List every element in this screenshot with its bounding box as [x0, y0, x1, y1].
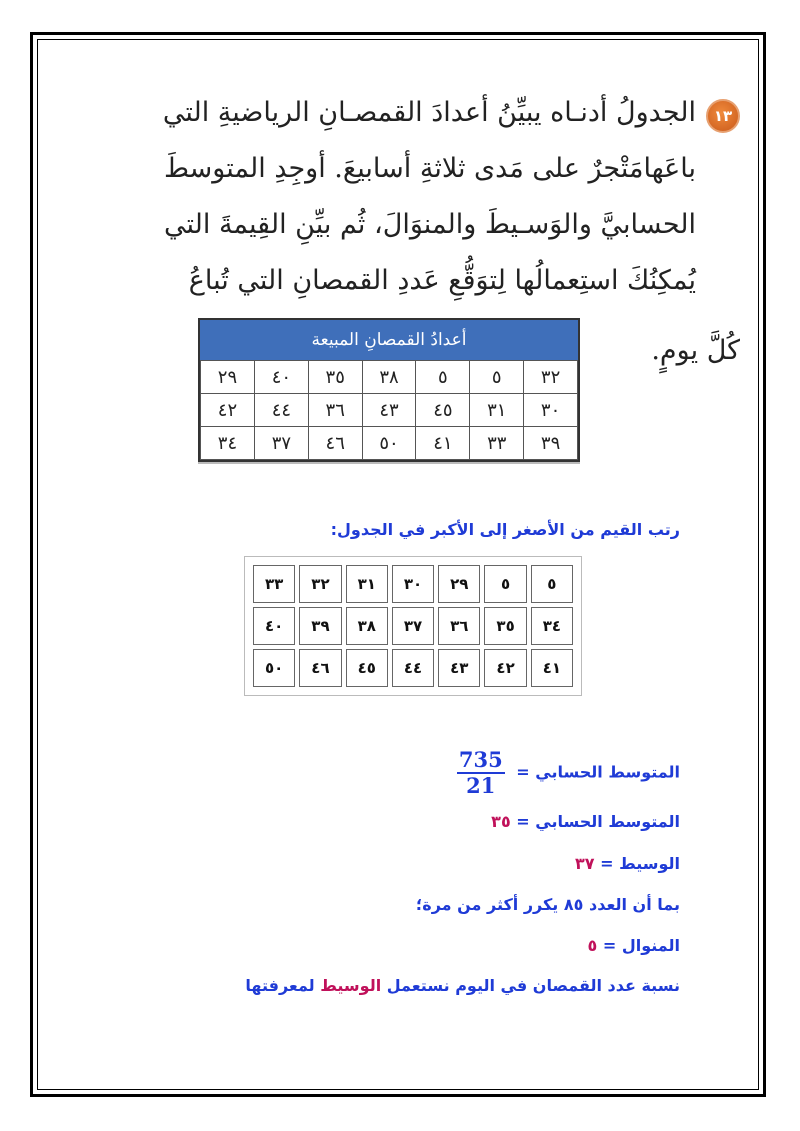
- equals-sign: =: [600, 854, 614, 873]
- problem-text: [162, 85, 740, 309]
- table-cell: ٤٦: [299, 649, 341, 687]
- table-row: [253, 607, 573, 645]
- table-cell: ٤٢: [201, 394, 255, 427]
- table-cell: ٣٦: [438, 607, 480, 645]
- sorted-values-grid: [249, 561, 577, 691]
- table-cell: ٥: [416, 361, 470, 394]
- table-cell: ٣٩: [524, 427, 578, 460]
- table-cell: ٥٠: [362, 427, 416, 460]
- table-row: [201, 394, 578, 427]
- table-cell: ٣٣: [253, 565, 295, 603]
- table-cell: ٤٣: [438, 649, 480, 687]
- shirts-sold-grid: [200, 360, 578, 460]
- table-cell: ٤١: [416, 427, 470, 460]
- table-row: [253, 565, 573, 603]
- mode-label: المنوال: [621, 936, 680, 955]
- table-cell: ٣٧: [392, 607, 434, 645]
- median-label: الوسيط: [619, 854, 680, 873]
- conclusion-text: نسبة عدد القمصان في اليوم نستعمل: [386, 976, 680, 995]
- equals-sign: =: [516, 812, 530, 831]
- mean-fraction-line: [457, 748, 680, 798]
- table-row: [253, 649, 573, 687]
- table-cell: ٤٤: [392, 649, 434, 687]
- sort-instruction: رتب القيم من الأصغر إلى الأكبر في الجدول:: [330, 520, 680, 539]
- equals-sign: =: [602, 936, 617, 955]
- table-cell: ٤٠: [254, 361, 308, 394]
- table-cell: ٣٣: [470, 427, 524, 460]
- table-cell: ٤٢: [484, 649, 526, 687]
- table-cell: ٢٩: [201, 361, 255, 394]
- table-cell: ٣٠: [392, 565, 434, 603]
- table-cell: ٣٢: [524, 361, 578, 394]
- shirts-sold-table: [198, 318, 580, 462]
- table-cell: ٤٠: [253, 607, 295, 645]
- problem-line: باعَهامَتْجرٌ على مَدى ثلاثةِ أسابيعَ. أوجِدِ المتوسطَ: [164, 153, 696, 184]
- table-cell: ٥: [470, 361, 524, 394]
- problem-line: يُمكِنُكَ استِعمالُها لِتوَقُّعِ عَددِ القمصانِ التي تُباعُ: [188, 265, 696, 296]
- table-cell: ٤٣: [362, 394, 416, 427]
- mean-label: المتوسط الحسابي: [535, 762, 680, 782]
- table-cell: ٥: [531, 565, 573, 603]
- mode-line: [588, 936, 680, 955]
- table-cell: ٣١: [346, 565, 388, 603]
- table-row: [201, 361, 578, 394]
- table-cell: ٤٤: [254, 394, 308, 427]
- table-cell: ٣١: [470, 394, 524, 427]
- mean-value: ٣٥: [491, 812, 511, 831]
- table-cell: ٣٤: [201, 427, 255, 460]
- problem-line: الحسابيَّ والوَسـيطَ والمنوَالَ، ثُم بيِّنِ القِيمةَ التي: [163, 209, 696, 240]
- equals-sign: =: [516, 762, 530, 782]
- problem-line: كُلَّ يومٍ.: [651, 335, 740, 366]
- median-line: [575, 854, 680, 873]
- table-cell: ٣٧: [254, 427, 308, 460]
- table-cell: ٤٦: [308, 427, 362, 460]
- table-cell: ٣٢: [299, 565, 341, 603]
- mean-label: المتوسط الحسابي: [535, 812, 680, 831]
- table-cell: ٣٠: [524, 394, 578, 427]
- table-cell: ٣٤: [531, 607, 573, 645]
- fraction-denominator: 21: [466, 773, 496, 798]
- table-row: [201, 427, 578, 460]
- table-cell: ٥٠: [253, 649, 295, 687]
- mode-reason-line: بما أن العدد ٨٥ يكرر أكثر من مرة؛: [415, 895, 680, 914]
- mode-value: ٥: [587, 936, 598, 955]
- sorted-values-table: [244, 556, 582, 696]
- table-header: أعدادُ القمصانِ المبيعة: [200, 320, 578, 360]
- fraction-numerator: 735: [458, 747, 503, 772]
- table-cell: ٣٥: [484, 607, 526, 645]
- table-cell: ٤٥: [416, 394, 470, 427]
- table-cell: ٥: [484, 565, 526, 603]
- conclusion-text-end: لمعرفتها: [245, 976, 315, 995]
- conclusion-line: [245, 976, 680, 995]
- mean-result-line: [491, 812, 680, 831]
- table-cell: ٣٩: [299, 607, 341, 645]
- table-cell: ٤٥: [346, 649, 388, 687]
- problem-line: الجدولُ أدنـاه يبيِّنُ أعدادَ القمصـانِ الرياضيةِ التي: [162, 97, 696, 128]
- table-cell: ٣٦: [308, 394, 362, 427]
- table-cell: ٣٨: [346, 607, 388, 645]
- table-cell: ٤١: [531, 649, 573, 687]
- mean-fraction: [457, 748, 505, 798]
- table-cell: ٣٥: [308, 361, 362, 394]
- median-value: ٣٧: [574, 854, 595, 873]
- problem-number-badge: ١٣: [706, 99, 740, 133]
- table-cell: ٢٩: [438, 565, 480, 603]
- conclusion-highlight: الوسيط: [320, 976, 382, 995]
- table-cell: ٣٨: [362, 361, 416, 394]
